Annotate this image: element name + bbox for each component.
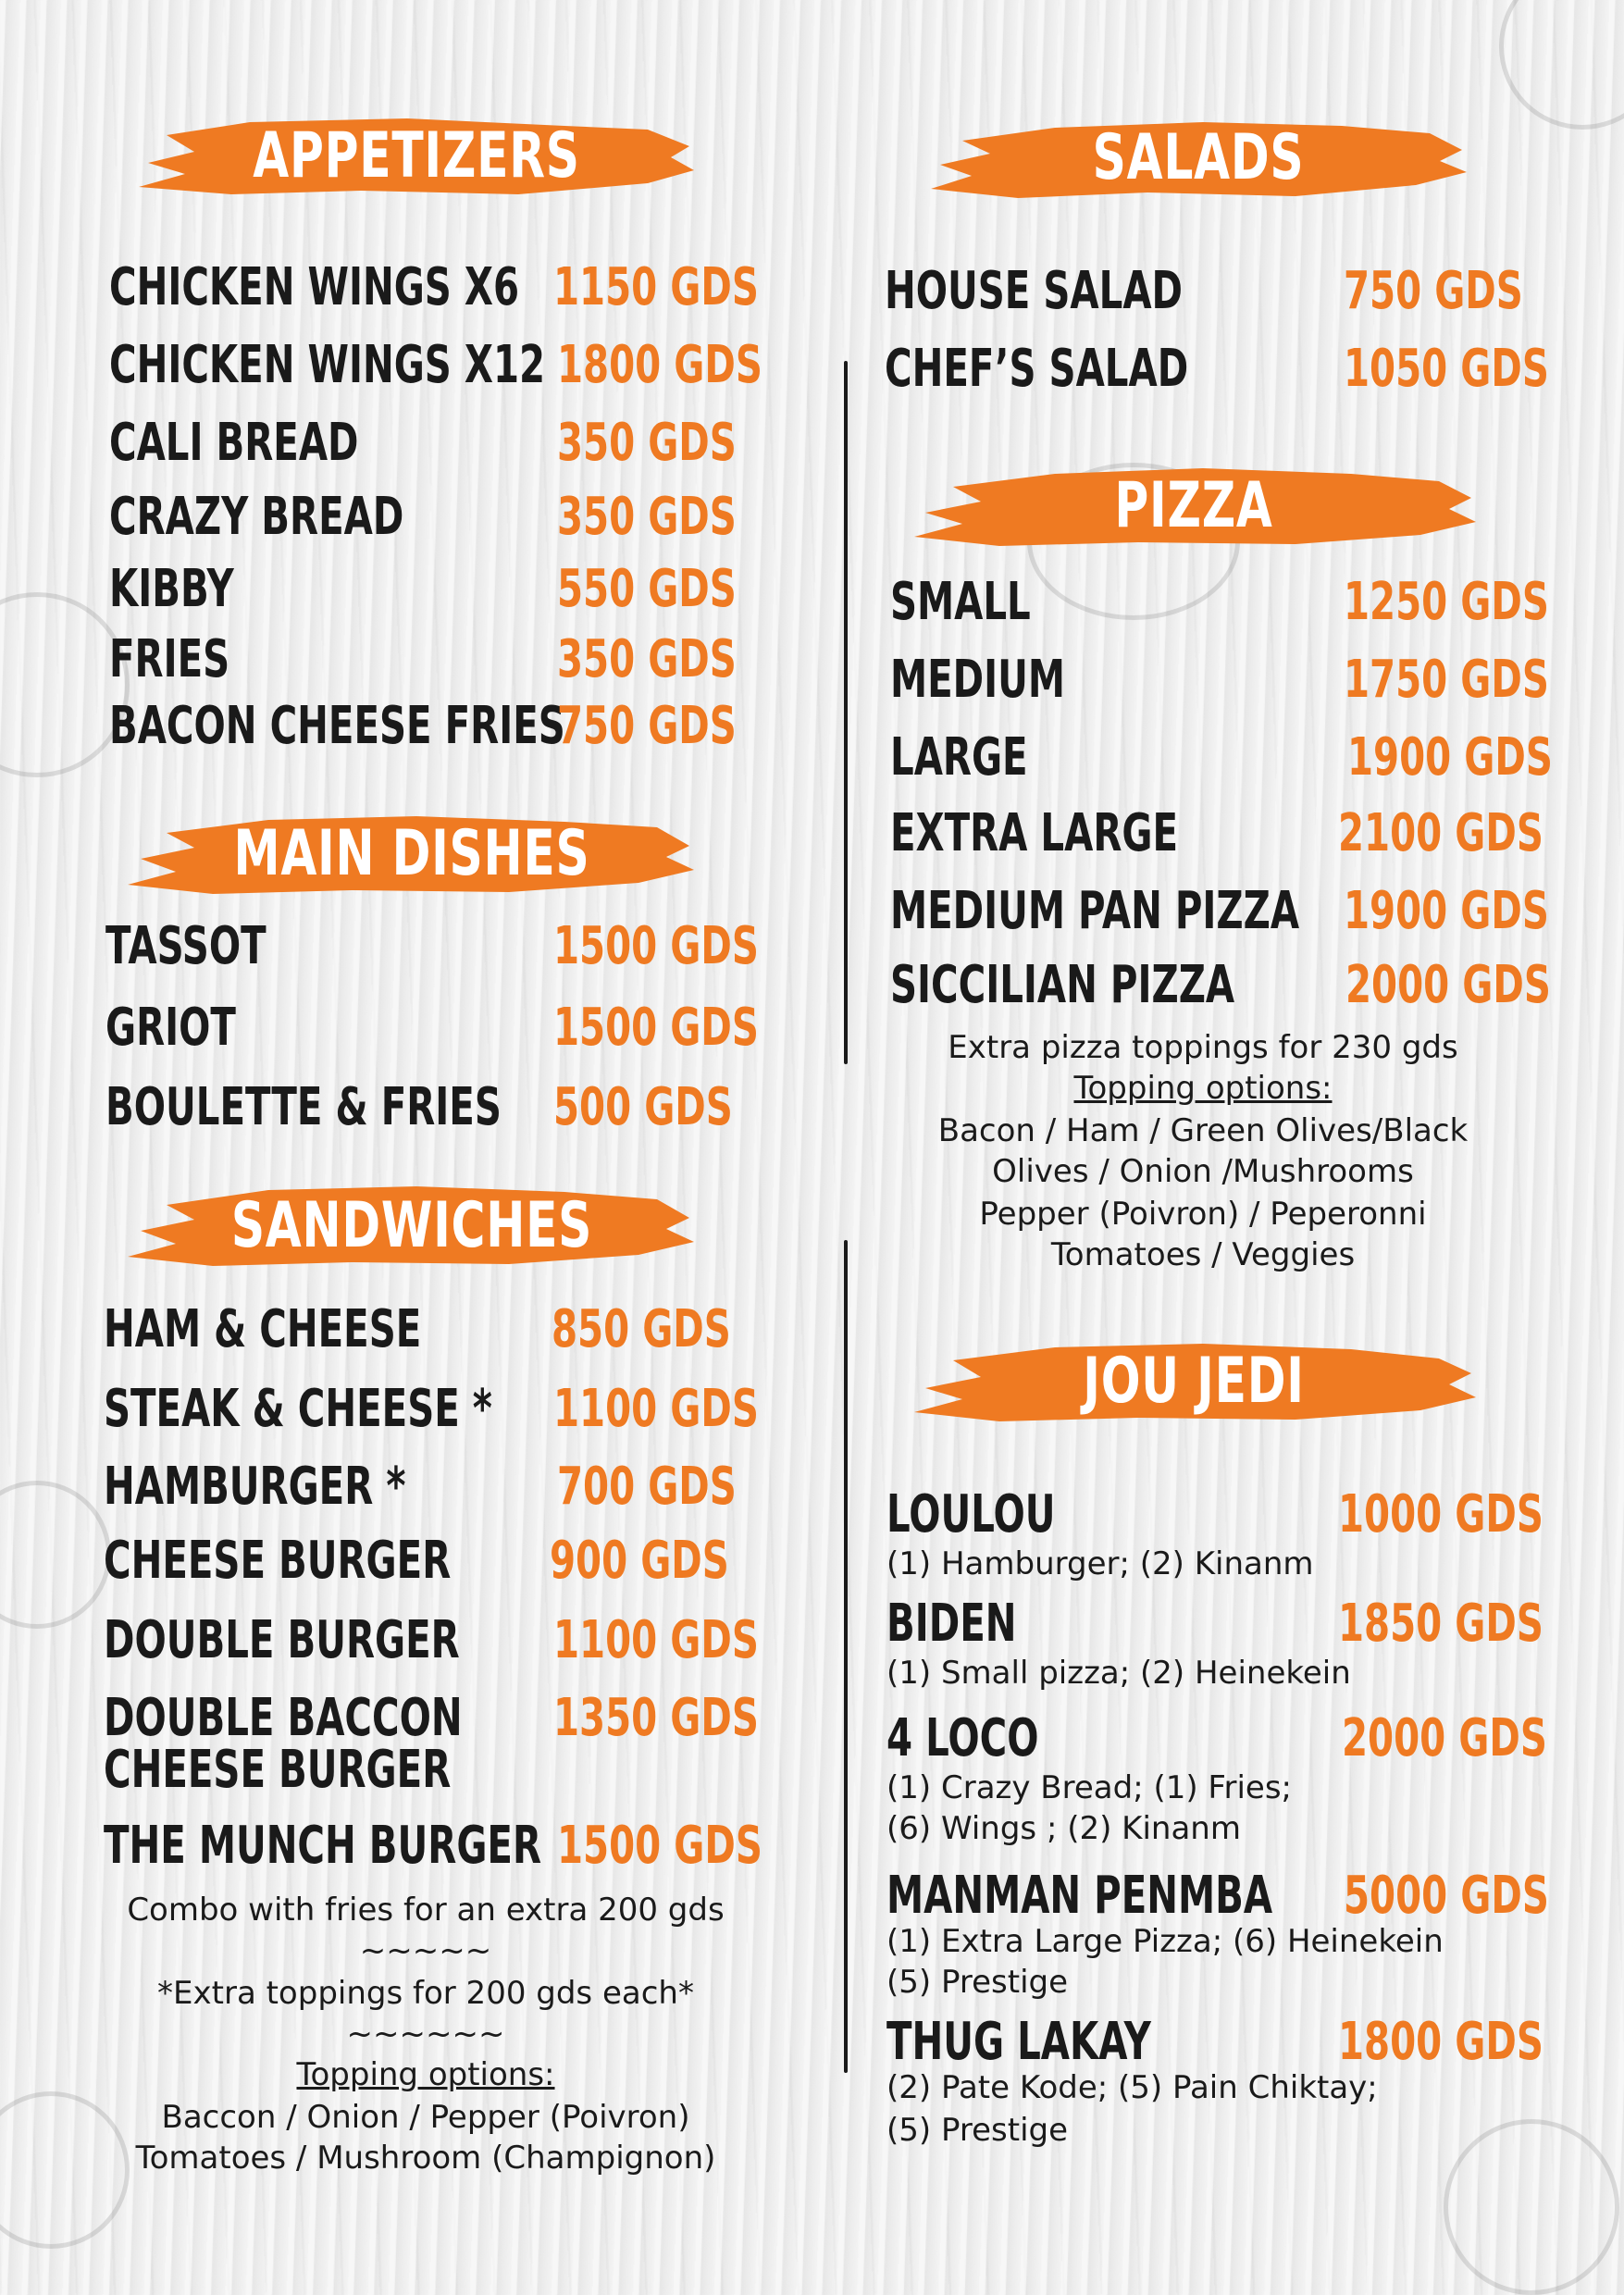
item-name: CRAZY BREAD <box>109 487 404 547</box>
item-name: MEDIUM PAN PIZZA <box>890 881 1300 941</box>
section-title: APPETIZERS <box>253 118 580 192</box>
combo-name: MANMAN PENMBA <box>886 1866 1273 1926</box>
topping-options-line: Bacon / Ham / Green Olives/Black <box>937 1112 1469 1149</box>
item-name: THE MUNCH BURGER <box>104 1816 542 1876</box>
item-price: 350 GDS <box>557 629 737 689</box>
item-name: CALI BREAD <box>109 413 359 473</box>
item-name: STEAK & CHEESE * <box>104 1379 492 1439</box>
item-price: 350 GDS <box>557 487 737 547</box>
topping-options-line: Olives / Onion /Mushrooms <box>992 1153 1414 1190</box>
item-price: 1500 GDS <box>553 998 759 1058</box>
item-name: HAMBURGER * <box>104 1457 406 1517</box>
combo-description: (1) Extra Large Pizza; (6) Heinekein <box>886 1923 1444 1960</box>
item-price: 1100 GDS <box>553 1379 759 1439</box>
item-name: DOUBLE BACCON <box>104 1688 463 1748</box>
item-name: MEDIUM <box>890 650 1065 710</box>
item-price: 1900 GDS <box>1344 881 1549 941</box>
item-price: 500 GDS <box>553 1077 733 1137</box>
combo-price: 1000 GDS <box>1338 1484 1543 1544</box>
item-price: 1250 GDS <box>1344 572 1549 632</box>
item-price: 1500 GDS <box>553 916 759 976</box>
item-name: SMALL <box>890 572 1031 632</box>
salads-banner <box>925 109 1471 205</box>
item-price: 1800 GDS <box>557 335 762 395</box>
column-divider <box>844 361 848 1064</box>
item-name: KIBBY <box>109 559 234 619</box>
topping-options-line: Baccon / Onion / Pepper (Poivron) <box>161 2099 690 2136</box>
background-sketch <box>0 1481 111 1629</box>
item-name: SICCILIAN PIZZA <box>890 955 1235 1015</box>
combo-name: LOULOU <box>886 1484 1056 1544</box>
background-sketch <box>1444 2119 1619 2295</box>
topping-options-line: Tomatoes / Mushroom (Champignon) <box>135 2140 716 2177</box>
jou-jedi-banner <box>907 1333 1481 1429</box>
combo-description: (5) Prestige <box>886 1964 1069 2001</box>
section-title: JOU JEDI <box>1083 1344 1305 1418</box>
combo-name: BIDEN <box>886 1594 1017 1654</box>
item-price: 1100 GDS <box>553 1610 759 1670</box>
item-name: CHEESE BURGER <box>104 1531 452 1591</box>
combo-price: 5000 GDS <box>1344 1866 1549 1926</box>
item-price: 900 GDS <box>550 1531 729 1591</box>
extra-toppings-note: *Extra toppings for 200 gds each* <box>157 1975 694 2012</box>
item-price: 1750 GDS <box>1344 650 1549 710</box>
topping-options-line: Tomatoes / Veggies <box>1050 1236 1356 1273</box>
combo-price: 1850 GDS <box>1338 1594 1543 1654</box>
item-name: TASSOT <box>105 916 267 976</box>
item-name: HOUSE SALAD <box>885 261 1183 321</box>
item-name: FRIES <box>109 629 230 689</box>
main-dishes-banner <box>120 805 703 901</box>
combo-price: 2000 GDS <box>1342 1708 1547 1768</box>
item-price: 550 GDS <box>557 559 737 619</box>
item-name: CHEF’S SALAD <box>885 339 1189 399</box>
topping-options-heading: Topping options: <box>1073 1070 1333 1107</box>
item-price: 350 GDS <box>557 413 737 473</box>
combo-description: (1) Small pizza; (2) Heinekein <box>886 1655 1351 1692</box>
combo-note: Combo with fries for an extra 200 gds <box>127 1892 725 1929</box>
item-name: CHICKEN WINGS X6 <box>109 257 520 317</box>
item-price: 1150 GDS <box>553 257 759 317</box>
combo-description: (1) Crazy Bread; (1) Fries; <box>886 1769 1293 1806</box>
item-price: 750 GDS <box>557 696 737 756</box>
combo-description: (1) Hamburger; (2) Kinanm <box>886 1545 1314 1582</box>
item-price: 850 GDS <box>552 1299 731 1359</box>
extra-toppings-note: Extra pizza toppings for 230 gds <box>948 1029 1458 1066</box>
item-name: EXTRA LARGE <box>890 803 1179 863</box>
combo-description: (5) Prestige <box>886 2112 1069 2149</box>
item-price: 1350 GDS <box>553 1688 759 1748</box>
background-sketch <box>1499 0 1624 130</box>
combo-description: (2) Pate Kode; (5) Pain Chiktay; <box>886 2069 1378 2106</box>
topping-options-line: Pepper (Poivron) / Peperonni <box>979 1196 1427 1233</box>
item-name: LARGE <box>890 727 1028 788</box>
pizza-banner <box>907 457 1481 553</box>
item-price: 1050 GDS <box>1344 339 1549 399</box>
item-name: GRIOT <box>105 998 236 1058</box>
appetizers-banner <box>130 109 703 202</box>
item-price: 1900 GDS <box>1347 727 1553 788</box>
combo-name: THUG LAKAY <box>886 2012 1151 2072</box>
section-title: MAIN DISHES <box>233 816 590 890</box>
item-price: 750 GDS <box>1344 261 1523 321</box>
separator: ~~~~~~ <box>346 2016 505 2053</box>
section-title: SANDWICHES <box>230 1188 593 1262</box>
section-title: PIZZA <box>1114 468 1273 542</box>
item-price: 2000 GDS <box>1345 955 1551 1015</box>
topping-options-heading: Topping options: <box>296 2056 555 2093</box>
item-price: 700 GDS <box>557 1457 737 1517</box>
combo-description: (6) Wings ; (2) Kinanm <box>886 1810 1241 1847</box>
column-divider <box>844 1240 848 2073</box>
section-title: SALADS <box>1092 120 1305 194</box>
item-name: DOUBLE BURGER <box>104 1610 460 1670</box>
item-name: BOULETTE & FRIES <box>105 1077 502 1137</box>
sandwiches-banner <box>120 1177 703 1273</box>
separator: ~~~~~ <box>359 1932 492 1969</box>
item-name: BACON CHEESE FRIES <box>109 696 565 756</box>
combo-name: 4 LOCO <box>886 1708 1039 1768</box>
item-name-line2: CHEESE BURGER <box>104 1740 452 1800</box>
combo-price: 1800 GDS <box>1338 2012 1543 2072</box>
item-price: 2100 GDS <box>1338 803 1543 863</box>
item-name: CHICKEN WINGS X12 <box>109 335 546 395</box>
item-price: 1500 GDS <box>557 1816 762 1876</box>
item-name: HAM & CHEESE <box>104 1299 422 1359</box>
